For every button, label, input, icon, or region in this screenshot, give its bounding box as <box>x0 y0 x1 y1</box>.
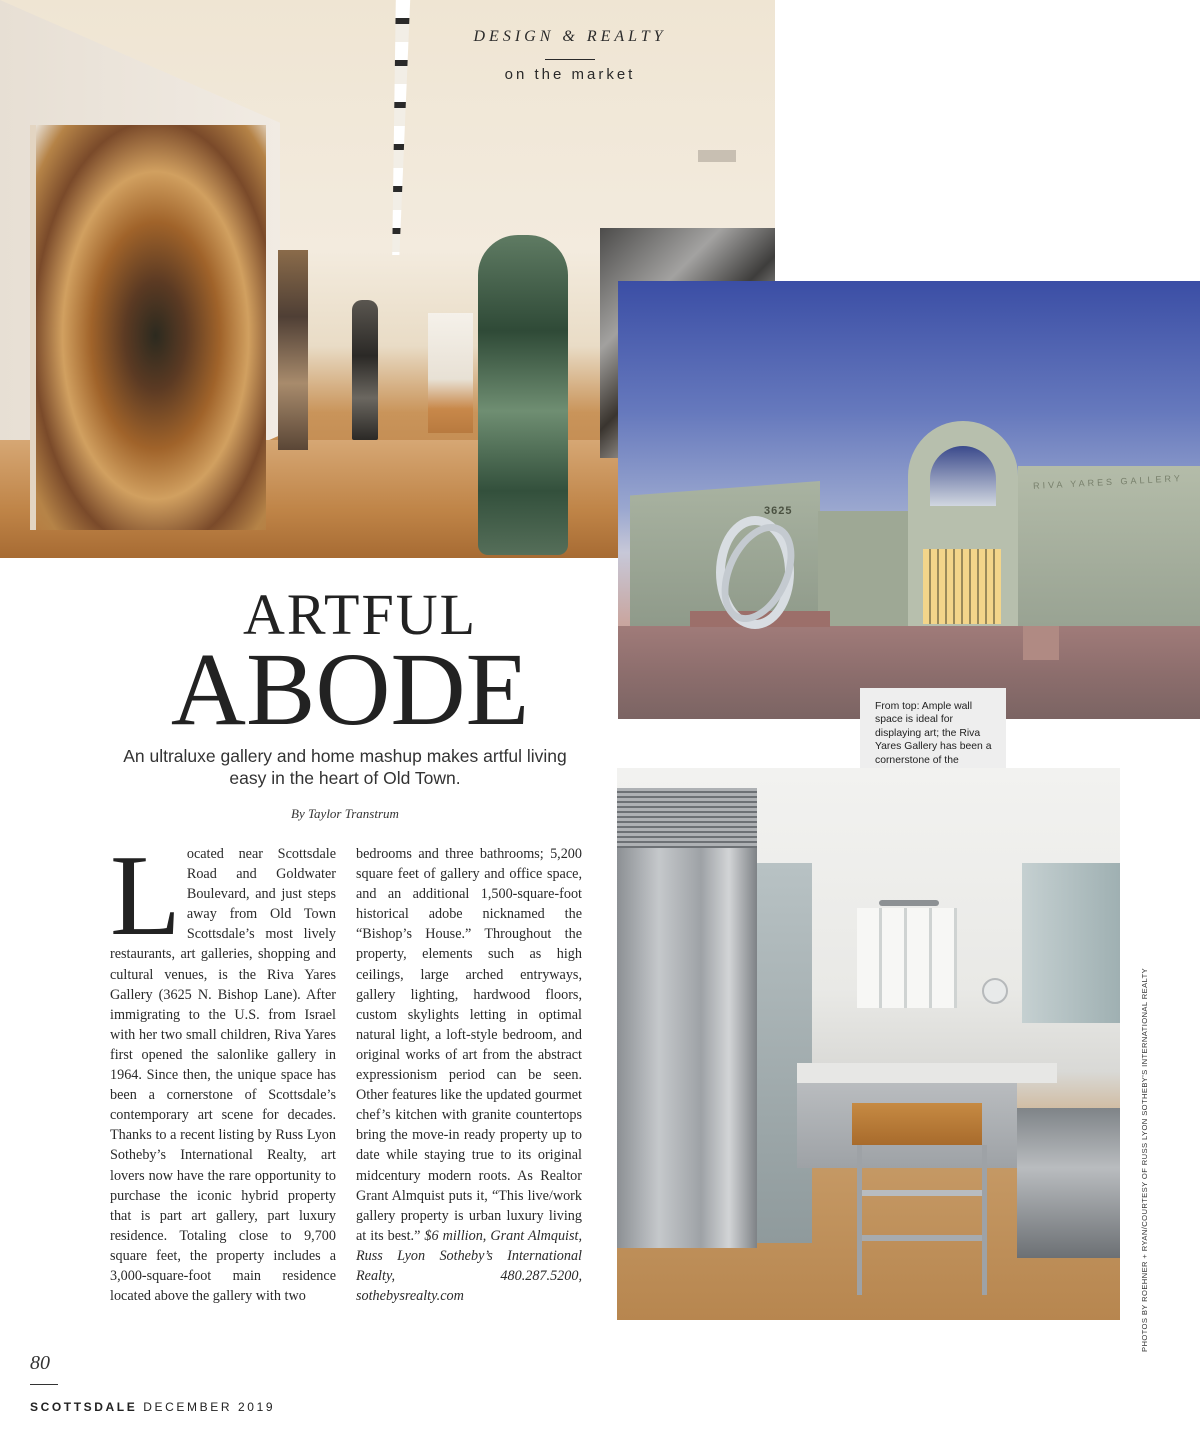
photo-credit: PHOTOS BY ROEHNER + RYAN/COURTESY OF RUSS LYON SOTHEBY'S INTERNATIONAL REALTY <box>1140 967 1149 1352</box>
footer-divider <box>30 1384 58 1385</box>
doorway <box>428 313 473 433</box>
wall-clock <box>982 978 1008 1004</box>
track-lighting <box>385 0 421 255</box>
building-sign: RIVA YARES GALLERY <box>1032 473 1184 491</box>
issue-date: DECEMBER 2019 <box>143 1400 276 1414</box>
refrigerator <box>617 788 757 1248</box>
section-kicker: DESIGN & REALTY <box>473 28 667 45</box>
range-oven <box>1017 1108 1120 1258</box>
building-number: 3625 <box>764 505 793 517</box>
paintbrush-artwork <box>30 125 266 530</box>
drop-cap: L <box>110 832 181 960</box>
magazine-name: SCOTTSDALE <box>30 1400 138 1414</box>
gallery-exterior-photo <box>618 281 1200 719</box>
body-text-2: bedrooms and three bathrooms; 5,200 square feet of gallery and office space, and an additional 1,500-square-foot historical adobe nicknamed the “Bishop’s House.” Throughout the property, elements such as high ceilings, large arched entryways, gallery lighting, hardwood floors, custom skylights letting in optimal natural light, a loft-style bedroom, and original works of art from the abstract expressionism period can be seen. Other features like the updated gourmet chef’s kitchen with granite countertops bring the move-in ready property up to date while staying true to its original midcentury modern roots. As Realtor Grant Almquist puts it, “This live/work gallery property is urban luxury living at its best.” <box>356 846 582 1244</box>
page-number: 80 <box>30 1352 50 1374</box>
countertop <box>797 1063 1057 1083</box>
building-wing-right <box>1018 466 1200 631</box>
listing-credit: $6 million, Grant Almquist, Russ Lyon Sotheby’s International Realty, 480.287.5200, sothebysrealty.com <box>356 1227 582 1305</box>
ceiling-vent <box>698 150 736 162</box>
right-cabinets <box>1022 863 1120 1023</box>
green-sculpture <box>478 235 568 555</box>
photo-caption: From top: Ample wall space is ideal for displaying art; the Riva Yares Gallery has been a cornerstone of the <box>860 688 1006 858</box>
kicker-divider <box>545 59 595 60</box>
lit-entrance <box>923 549 1001 624</box>
butcher-block-island <box>852 1103 982 1145</box>
left-cabinets <box>757 863 812 1243</box>
ceiling-fan <box>879 900 939 906</box>
island-cart-frame <box>857 1145 987 1295</box>
article-dek: An ultraluxe gallery and home mashup makes artful living easy in the heart of Old Town. <box>123 746 567 788</box>
wall-artwork <box>278 250 308 450</box>
headline-line-1: ARTFUL <box>242 582 478 647</box>
planter-block <box>1023 626 1059 660</box>
kitchen-window <box>857 908 957 1008</box>
grandfather-clock <box>352 300 378 440</box>
article-byline: By Taylor Transtrum <box>291 806 399 821</box>
arched-window <box>930 446 996 506</box>
section-subtitle: on the market <box>504 66 636 83</box>
footer-folio <box>30 1400 275 1414</box>
body-text-1: ocated near Scottsdale Road and Goldwater Boulevard, and just steps away from Old Town Scottsdale’s most lively restaurants, art galleries, shopping and cultural venues, is the Riva Yares Gallery (3625 N. Bishop Lane). After immigrating to the U.S. from Israel with her two small children, Riva Yares first opened the salonlike gallery in 1964. Since then, the unique space has been a cornerstone of Scottsdale’s contemporary art scene for decades. Thanks to a recent listing by Russ Lyon Sotheby’s International Realty, art lovers now have the rare opportunity to purchase the iconic hybrid property that is part art gallery, part luxury residence. Totaling close to 9,700 square feet, the property includes a 3,000-square-foot main residence located above the gallery with two <box>110 846 336 1305</box>
building-wing-middle <box>818 511 908 631</box>
refrigerator-grille <box>617 788 757 848</box>
headline-line-2: ABODE <box>170 632 530 747</box>
body-column-2 <box>356 844 582 1306</box>
kitchen-photo <box>617 768 1120 1320</box>
body-column-1 <box>110 832 336 1306</box>
